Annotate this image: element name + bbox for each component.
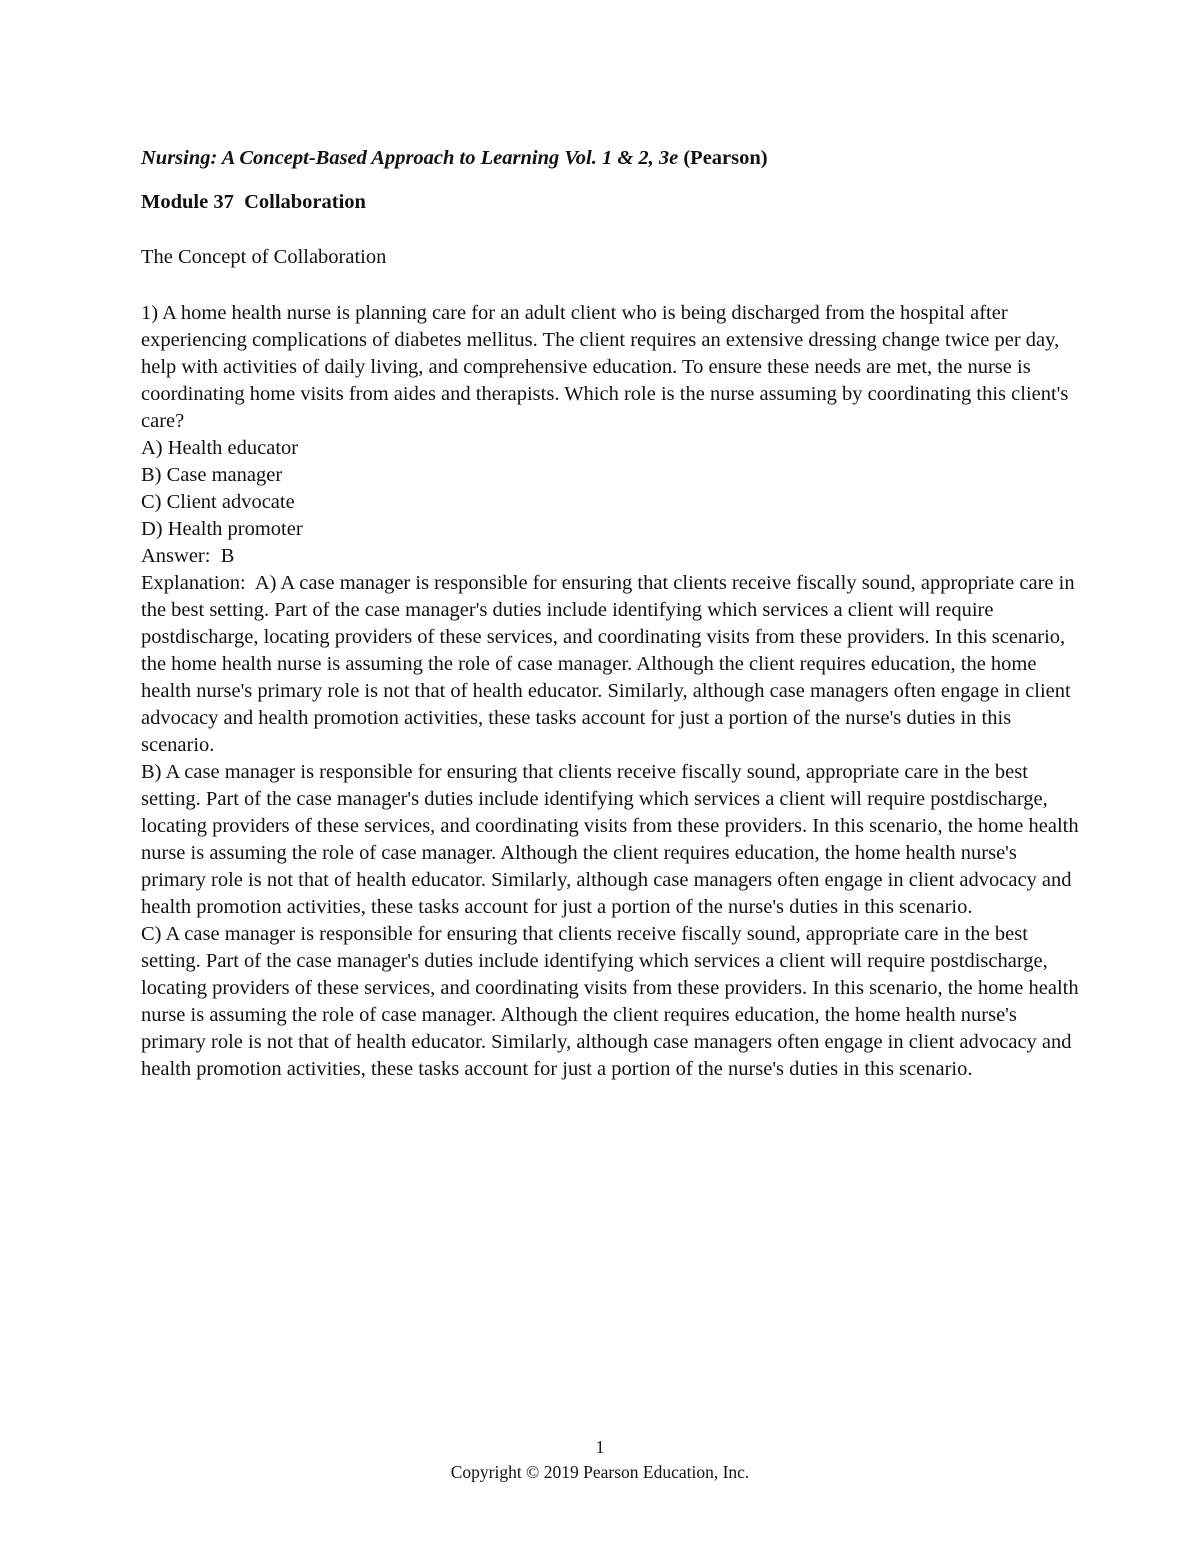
answer-option-a: A) Health educator [141,437,299,459]
explanation-b: B) A case manager is responsible for ensuring that clients receive fiscally sound, appropriate care in the best setting. Part of the case manager's duties include identifying which services a client will require postdischarge, locating providers of these services, and coordinating visits from these providers. In this scenario, the home health nurse is assuming the role of case manager. Although the client requires education, the home health nurse's primary role is not that of health educator. Similarly, although case managers often engage in client advocacy and health promotion activities, these tasks account for just a portion of the nurse's duties in this scenario. [141,761,1084,918]
book-title-publisher: (Pearson) [678,147,768,169]
page-content [141,143,1084,1083]
answer-key: Answer: B [141,545,235,567]
question-stem: 1) A home health nurse is planning care for an adult client who is being discharged from the hospital after experiencing complications of diabetes mellitus. The client requires an extensive dressing change twice per day, help with activities of daily living, and comprehensive education. To ensure these needs are met, the nurse is coordinating home visits from aides and therapists. Which role is the nurse assuming by coordinating this client's care? [141,302,1069,432]
explanation-c: C) A case manager is responsible for ensuring that clients receive fiscally sound, appropriate care in the best setting. Part of the case manager's duties include identifying which services a client will require postdischarge, locating providers of these services, and coordinating visits from these providers. In this scenario, the home health nurse is assuming the role of case manager. Although the client requires education, the home health nurse's primary role is not that of health educator. Similarly, although case managers often engage in client advocacy and health promotion activities, these tasks account for just a portion of the nurse's duties in this scenario. [141,923,1084,1080]
answer-option-c: C) Client advocate [141,491,295,513]
section-title: The Concept of Collaboration [141,246,387,268]
book-title-italic: Nursing: A Concept-Based Approach to Learning Vol. 1 & 2, 3e [141,147,679,169]
page-number: 1 [595,1437,605,1457]
answer-option-b: B) Case manager [141,464,283,486]
answer-option-d: D) Health promoter [141,518,303,540]
book-title [141,143,1081,173]
question-block [141,300,1084,1083]
explanation-a: Explanation: A) A case manager is responsible for ensuring that clients receive fiscally sound, appropriate care in the best setting. Part of the case manager's duties include identifying which services a client will require postdischarge, locating providers of these services, and coordinating visits from these providers. In this scenario, the home health nurse is assuming the role of case manager. Although the client requires education, the home health nurse's primary role is not that of health educator. Similarly, although case managers often engage in client advocacy and health promotion activities, these tasks account for just a portion of the nurse's duties in this scenario. [141,572,1080,756]
copyright-notice: Copyright © 2019 Pearson Education, Inc. [450,1462,750,1482]
module-title: Module 37 Collaboration [141,191,366,213]
